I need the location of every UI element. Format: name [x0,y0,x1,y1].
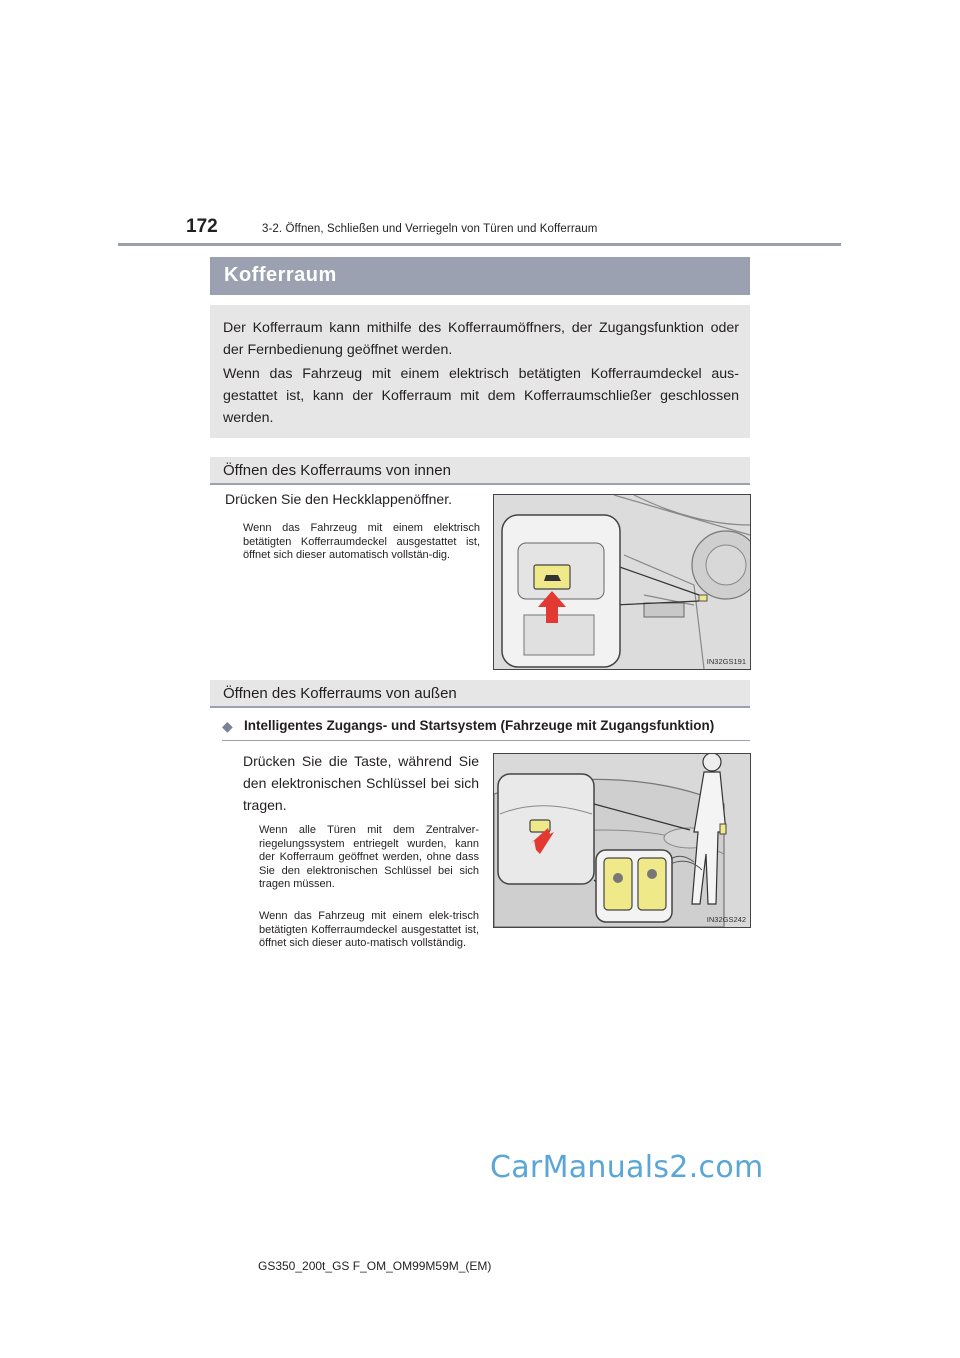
subheading-smart-entry [222,716,750,741]
note-inside: Wenn das Fahrzeug mit einem elektrisch betätigten Kofferraumdeckel ausgestattet ist, öffnet sich dieser automatisch vollstän-dig. [243,522,480,561]
header-divider [118,243,841,246]
instruction-inside: Drücken Sie den Heckklappenöffner. [225,491,452,507]
interior-illustration [494,495,750,669]
instruction-outside: Drücken Sie die Taste, während Sie den elektronischen Schlüssel bei sich tragen. [243,753,479,813]
note-outside-2: Wenn das Fahrzeug mit einem elek-trisch betätigten Kofferraumdeckel ausgestattet ist, öffnet sich dieser auto-matisch vollständig. [259,910,479,949]
subsection-header-outside [210,680,750,708]
intro-paragraph-1: Der Kofferraum kann mithilfe des Kofferraumöffners, der Zugangsfunktion oder der Fernbedienung geöffnet werden. [223,320,739,358]
subsection-title-inside: Öffnen des Kofferraums von innen [223,462,451,479]
subheading-text: Intelligentes Zugangs- und Startsystem (Fahrzeuge mit Zugangsfunktion) [244,718,715,733]
figure-id-outside: IN32GS242 [706,915,746,924]
page-number: 172 [186,216,218,237]
chapter-title: 3-2. Öffnen, Schließen und Verriegeln von Türen und Kofferraum [262,223,598,235]
figure-interior-opener [493,494,751,670]
subsection-title-outside: Öffnen des Kofferraums von außen [223,685,457,702]
section-title: Kofferraum [224,264,337,286]
watermark: CarManuals2.com [490,1150,764,1185]
subsection-header-inside [210,457,750,485]
section-header [210,257,750,295]
intro-paragraph-2: Wenn das Fahrzeug mit einem elektrisch betätigten Kofferraumdeckel aus-gestattet ist, kann der Kofferraum mit dem Kofferraumschließer geschlossen werden. [223,366,739,426]
document-code: GS350_200t_GS F_OM_OM99M59M_(EM) [258,1259,492,1273]
figure-id-inside: IN32GS191 [706,657,746,666]
key-fob-button-left [604,858,632,910]
note-outside-1: Wenn alle Türen mit dem Zentralver-riegelungssystem entriegelt wurden, kann der Kofferraum geöffnet werden, ohne dass Sie den elektronischen Schlüssel bei sich tragen müssen. [259,824,479,890]
intro-box [210,305,750,438]
diamond-bullet-icon: ◆ [222,718,233,734]
exterior-illustration [494,754,750,927]
key-fob-button-right [638,858,666,910]
figure-exterior-button [493,753,751,928]
